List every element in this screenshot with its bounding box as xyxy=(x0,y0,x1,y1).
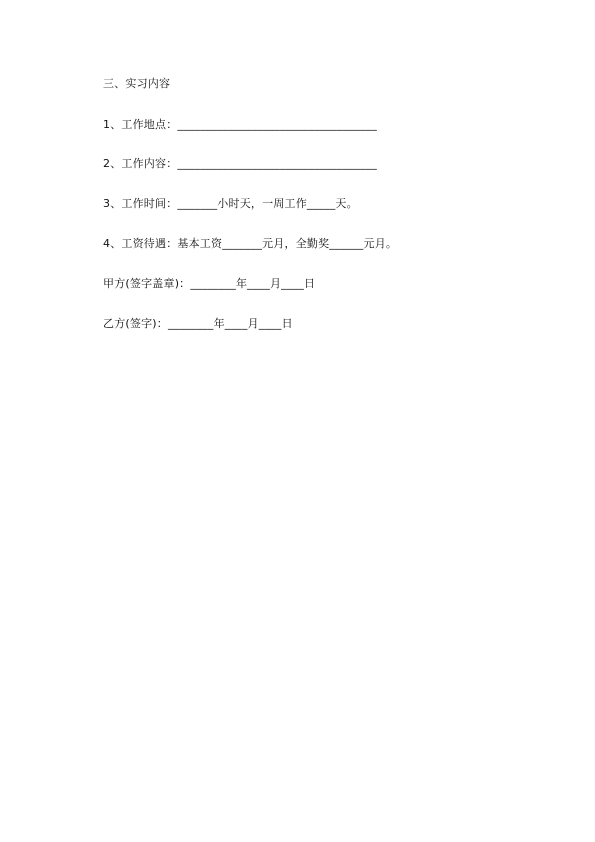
salary-line: 4、工资待遇：基本工资_______元月，全勤奖______元月。 xyxy=(103,237,398,250)
section-heading: 三、实习内容 xyxy=(103,77,171,90)
work-content-line: 2、工作内容：___________________________________ xyxy=(103,157,377,170)
party-b-signature-line: 乙方(签字)：________年____月____日 xyxy=(103,317,293,330)
work-location-line: 1、工作地点：___________________________________ xyxy=(103,118,377,131)
work-hours-line: 3、工作时间：_______小时天，一周工作_____天。 xyxy=(103,197,358,210)
party-a-signature-line: 甲方(签字盖章)：________年____月____日 xyxy=(103,277,316,290)
